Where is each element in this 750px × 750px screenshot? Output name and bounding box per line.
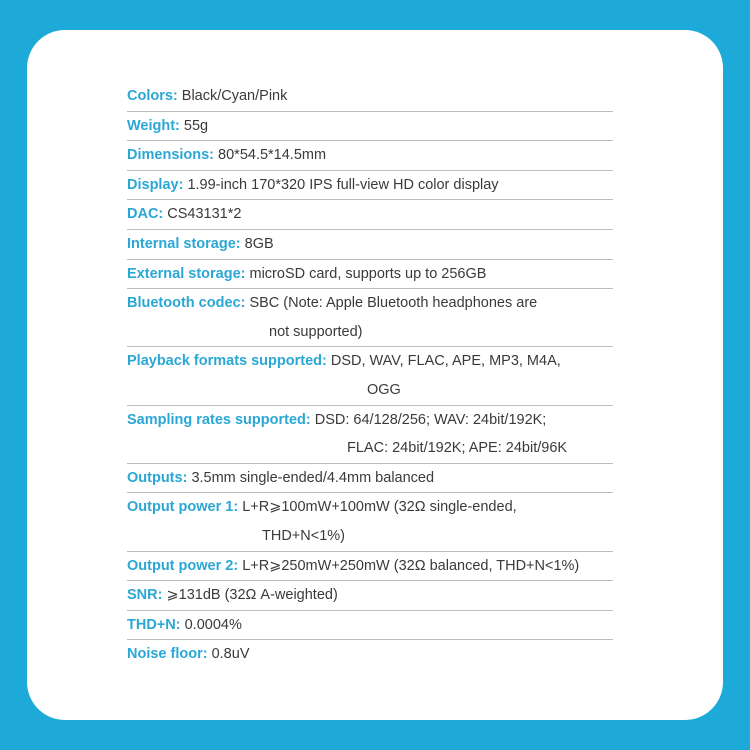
spec-label: Display: xyxy=(127,176,184,193)
spec-label: External storage: xyxy=(127,265,246,282)
spec-label: Output power 2: xyxy=(127,557,239,574)
spec-value: L+R⩾100mW+100mW (32Ω single-ended, xyxy=(242,499,517,516)
spec-label: Internal storage: xyxy=(127,235,241,252)
spec-value: 8GB xyxy=(244,235,274,252)
spec-row-outputs xyxy=(127,464,613,494)
spec-label: Outputs: xyxy=(127,469,188,486)
spec-label: Bluetooth codec: xyxy=(127,295,246,312)
spec-row-colors xyxy=(127,82,613,112)
spec-row-dimensions xyxy=(127,141,613,171)
spec-value: DSD: 64/128/256; WAV: 24bit/192K; xyxy=(314,411,547,428)
spec-label: Weight: xyxy=(127,117,180,134)
spec-row-snr xyxy=(127,581,613,611)
spec-card xyxy=(27,30,723,720)
spec-row-bluetooth-codec xyxy=(127,289,613,347)
spec-value-continuation: FLAC: 24bit/192K; APE: 24bit/96K xyxy=(347,440,568,457)
spec-label: Output power 1: xyxy=(127,499,239,516)
spec-row-dac xyxy=(127,200,613,230)
spec-value-continuation: OGG xyxy=(367,381,401,398)
spec-row-sampling-rates xyxy=(127,406,613,464)
spec-row-external-storage xyxy=(127,260,613,290)
spec-row-weight xyxy=(127,112,613,142)
spec-row-thd-n xyxy=(127,611,613,641)
spec-value: DSD, WAV, FLAC, APE, MP3, M4A, xyxy=(330,353,561,370)
spec-row-display xyxy=(127,171,613,201)
spec-label: Sampling rates supported: xyxy=(127,411,311,428)
spec-value: 80*54.5*14.5mm xyxy=(218,147,327,164)
spec-label: SNR: xyxy=(127,587,163,604)
spec-row-internal-storage xyxy=(127,230,613,260)
spec-label: DAC: xyxy=(127,206,164,223)
spec-label: THD+N: xyxy=(127,616,181,633)
spec-value: 55g xyxy=(183,117,209,134)
spec-label: Playback formats supported: xyxy=(127,353,327,370)
spec-value: 0.8uV xyxy=(211,646,250,663)
spec-value: microSD card, supports up to 256GB xyxy=(249,265,487,282)
spec-value-continuation: not supported) xyxy=(269,323,363,340)
spec-value-continuation: THD+N<1%) xyxy=(262,527,345,544)
spec-label: Dimensions: xyxy=(127,147,215,164)
spec-list xyxy=(127,82,613,669)
spec-value: L+R⩾250mW+250mW (32Ω balanced, THD+N<1%) xyxy=(242,557,580,574)
spec-label: Noise floor: xyxy=(127,646,208,663)
spec-row-playback-formats xyxy=(127,347,613,405)
spec-label: Colors: xyxy=(127,88,178,104)
spec-value: CS43131*2 xyxy=(167,206,242,223)
spec-value: SBC (Note: Apple Bluetooth headphones are xyxy=(249,295,538,312)
spec-value: ⩾131dB (32Ω A-weighted) xyxy=(166,587,338,604)
spec-row-output-power-1 xyxy=(127,493,613,551)
spec-value: 1.99-inch 170*320 IPS full-view HD color display xyxy=(187,176,499,193)
spec-value: Black/Cyan/Pink xyxy=(181,88,288,104)
spec-value: 3.5mm single-ended/4.4mm balanced xyxy=(191,469,435,486)
spec-row-output-power-2 xyxy=(127,552,613,582)
spec-value: 0.0004% xyxy=(184,616,242,633)
spec-row-noise-floor xyxy=(127,640,613,669)
